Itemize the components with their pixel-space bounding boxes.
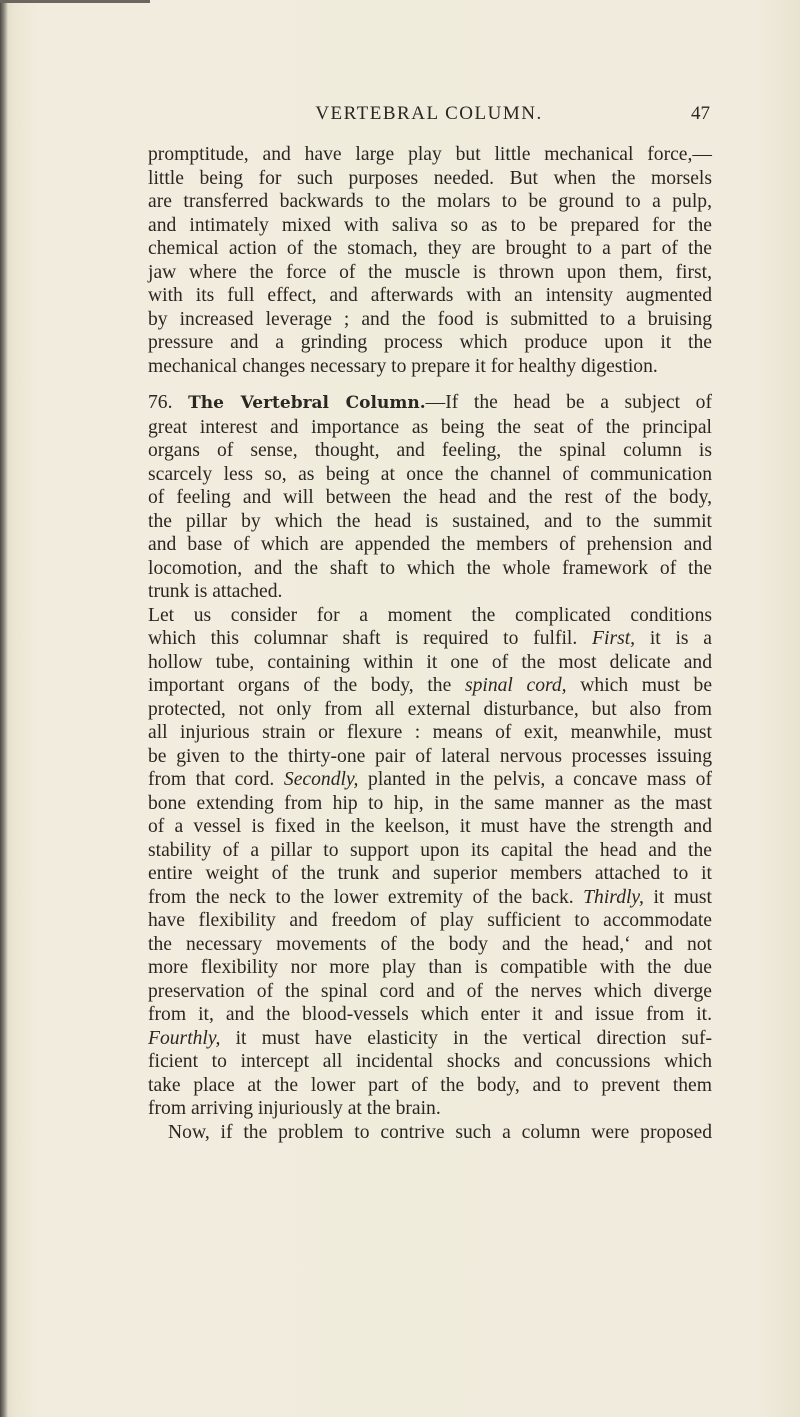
text-line: more flexibility nor more play than is compatible with the due: [148, 957, 712, 978]
text-fragment: it is a: [649, 628, 712, 649]
text-line: organs of sense, thought, and feeling, the spinal column is: [148, 440, 712, 461]
text-line: trunk is attached.: [148, 581, 283, 602]
text-line: the necessary movements of the body and the head,‘ and not: [148, 933, 712, 955]
text-line: and intimately mixed with saliva so as to be prepared for the: [148, 214, 712, 236]
paragraph: [148, 391, 712, 604]
text-line: scarcely less so, as being at once the channel of communication: [148, 463, 712, 485]
body-text: [148, 143, 712, 1144]
text-fragment: it must have elasticity in the vertical direction suf-: [235, 1027, 712, 1049]
text-line: and base of which are appended the members of prehension and: [148, 534, 712, 555]
text-line: great interest and importance as being the seat of the principal: [148, 416, 712, 438]
emphasis: First,: [592, 628, 636, 649]
text-fragment: it must: [653, 886, 712, 908]
text-line: with its full effect, and afterwards with an intensity augmented: [148, 285, 712, 306]
binding-gutter: [0, 0, 8, 1417]
running-title: VERTEBRAL COLUMN.: [315, 103, 543, 124]
paragraph: [148, 1121, 712, 1145]
text-line: all injurious strain or flexure : means of exit, meanwhile, must: [148, 722, 712, 743]
text-line: little being for such purposes needed. But when the morsels: [148, 167, 712, 189]
emphasis: Secondly,: [283, 769, 359, 790]
text-line: have flexibility and freedom of play sufficient to accommodate: [148, 910, 712, 931]
text-fragment: —If the head be a subject of: [425, 392, 712, 413]
text-line: ficient to intercept all incidental shocks and concussions which: [148, 1051, 712, 1072]
top-rule: [0, 0, 150, 3]
text-line: bone extending from hip to hip, in the same manner as the mast: [148, 792, 712, 814]
section-heading: The Vertebral Column.: [188, 393, 426, 413]
text-line: chemical action of the stomach, they are brought to a part of the: [148, 238, 712, 259]
text-line: from arriving injuriously at the brain.: [148, 1098, 441, 1119]
text-line: Now, if the problem to contrive such a column were proposed: [168, 1121, 712, 1143]
text-line: [148, 674, 712, 698]
text-line: stability of a pillar to support upon its capital the head and the: [148, 839, 712, 861]
text-line: hollow tube, containing within it one of the most delicate and: [148, 651, 712, 673]
text-fragment: from the neck to the lower extremity of the back.: [148, 886, 574, 908]
text-line: [148, 627, 712, 651]
text-line: locomotion, and the shaft to which the whole framework of the: [148, 557, 712, 579]
section-number: 76.: [148, 392, 173, 413]
text-line: from it, and the blood-vessels which enter it and issue from it.: [148, 1004, 712, 1025]
page-header: [148, 103, 710, 131]
text-line: are transferred backwards to the molars to be ground to a pulp,: [148, 191, 712, 212]
text-fragment: which must be: [580, 675, 713, 696]
text-line: the pillar by which the head is sustained, and to the summit: [148, 510, 712, 532]
text-line: of feeling and will between the head and the rest of the body,: [148, 487, 712, 508]
emphasis: Fourthly,: [148, 1027, 221, 1049]
text-line: entire weight of the trunk and superior members attached to it: [148, 863, 712, 884]
text-fragment: important organs of the body, the: [148, 675, 452, 696]
text-line: mechanical changes necessary to prepare it for healthy digestion.: [148, 355, 658, 377]
emphasis: spinal cord,: [464, 675, 567, 696]
text-line: protected, not only from all external disturbance, but also from: [148, 698, 712, 720]
text-line: by increased leverage ; and the food is submitted to a bruising: [148, 308, 712, 330]
text-line: preservation of the spinal cord and of the nerves which diverge: [148, 980, 712, 1002]
section-heading-line: [148, 391, 712, 416]
text-line: of a vessel is fixed in the keelson, it must have the strength and: [148, 816, 712, 837]
text-fragment: planted in the pelvis, a concave mass of: [368, 769, 712, 790]
text-line: Let us consider for a moment the complicated conditions: [148, 604, 712, 626]
text-line: [148, 1027, 712, 1051]
text-line: [148, 886, 712, 910]
paragraph: [148, 604, 712, 1121]
text-line: promptitude, and have large play but little mechanical force,—: [148, 144, 712, 165]
text-line: pressure and a grinding process which produce upon it the: [148, 332, 712, 353]
text-line: jaw where the force of the muscle is thrown upon them, first,: [148, 261, 712, 283]
text-line: be given to the thirty-one pair of lateral nervous processes issuing: [148, 745, 712, 767]
page-number: 47: [691, 103, 710, 124]
text-fragment: which this columnar shaft is required to fulfil.: [148, 628, 578, 649]
text-line: [148, 768, 712, 792]
paragraph: [148, 143, 712, 378]
emphasis: Thirdly,: [583, 886, 644, 908]
text-line: take place at the lower part of the body, and to prevent them: [148, 1074, 712, 1096]
text-fragment: from that cord.: [148, 769, 275, 790]
